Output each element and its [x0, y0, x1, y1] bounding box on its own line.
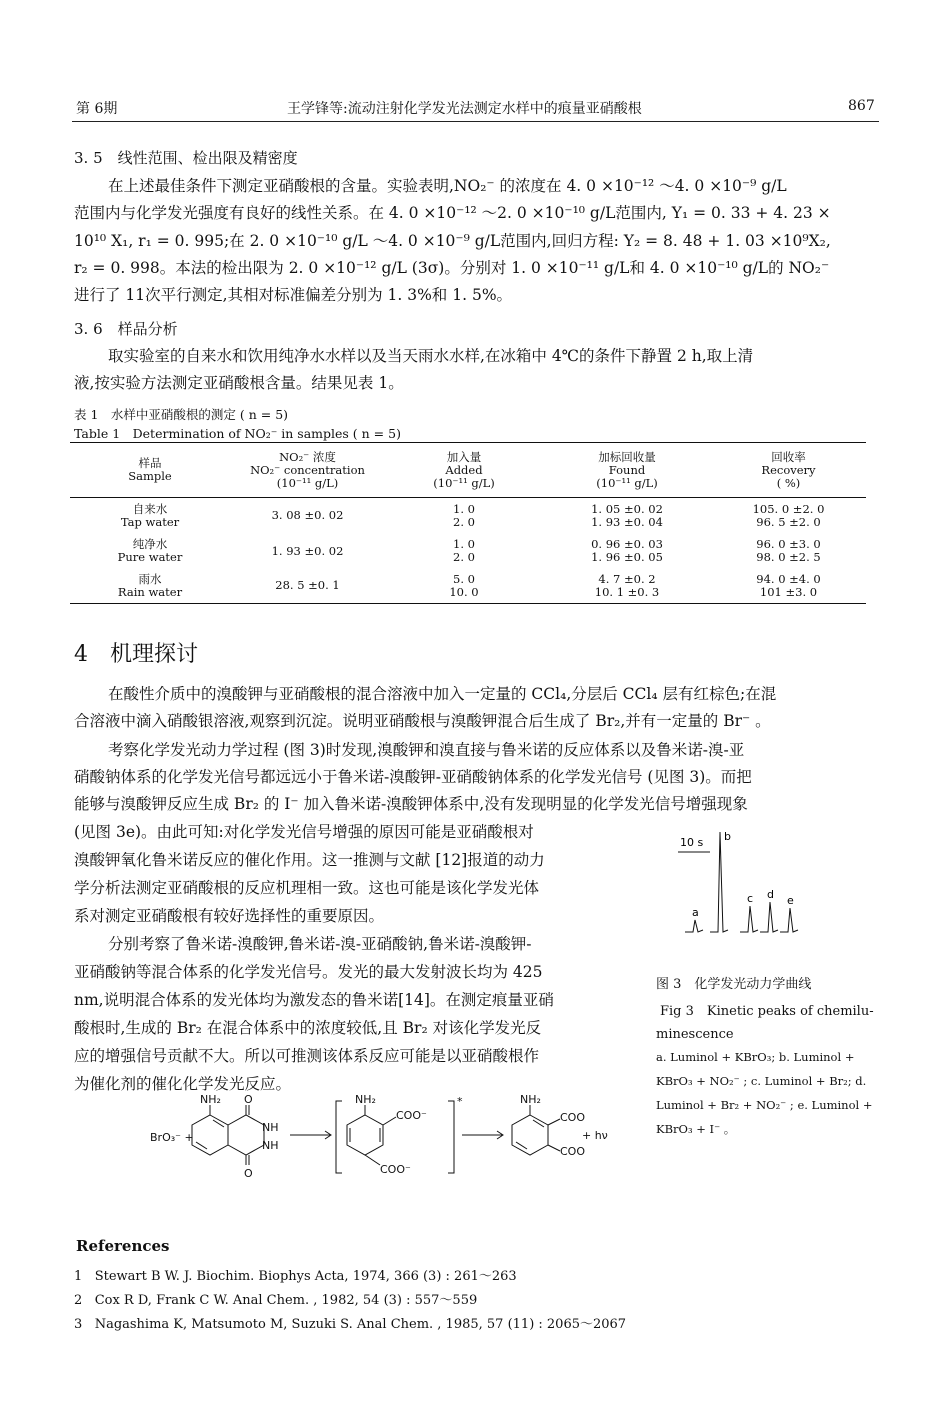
th-sample: 样品 Sample: [128, 456, 172, 483]
figure-3-caption-en-1: Fig 3 Kinetic peaks of chemilu-: [660, 1004, 874, 1019]
peak-curve-a: [685, 920, 703, 932]
peak-curve-e: [780, 908, 798, 932]
luminol-benzene-ring: [192, 1115, 228, 1155]
reaction-scheme: [150, 1093, 620, 1188]
s35-line-4: r₂ = 0. 998。本法的检出限为 2. 0 ×10⁻¹² g/L (3σ)。分别对 1. 0 ×10⁻¹¹ g/L和 4. 0 ×10⁻¹⁰ g/L的 NO₂⁻: [74, 259, 830, 277]
table-caption-en: Table 1 Determination of NO₂⁻ in samples ( n = 5): [74, 426, 401, 441]
page-number: 867: [848, 98, 875, 114]
running-title: 王学锋等:流动注射化学发光法测定水样中的痕量亚硝酸根: [287, 101, 642, 117]
s4-p3-line-3: nm,说明混合体系的发光体均为激发态的鲁米诺[14]。在测定痕量亚硝: [74, 991, 554, 1009]
s4-p1-line-1: 在酸性介质中的溴酸钾与亚硝酸根的混合溶液中加入一定量的 CCl₄,分层后 CCl₄ 层有红棕色;在混: [108, 685, 777, 703]
s4-p2-line-2: 硝酸钠体系的化学发光信号都远远小于鲁米诺-溴酸钾-亚硝酸钠体系的化学发光信号 (见图 3)。而把: [74, 768, 752, 786]
section-3-5-title: 3. 5 线性范围、检出限及精密度: [74, 149, 298, 167]
peak-curve-c: [740, 906, 758, 932]
scheme-excited-star: *: [457, 1095, 463, 1108]
figure-3-sub-2: KBrO₃ + NO₂⁻ ; c. Luminol + Br₂; d.: [656, 1074, 867, 1088]
th-concentration: NO₂⁻ 浓度 NO₂⁻ concentration (10⁻¹¹ g/L): [250, 449, 365, 490]
figure-3-sub-3: Luminol + Br₂ + NO₂⁻ ; e. Luminol +: [656, 1098, 873, 1112]
s4-p2-line-7: 系对测定亚硝酸根有较好选择性的重要原因。: [74, 907, 385, 925]
scheme-nh-1: NH: [262, 1121, 279, 1134]
timescale-label: 10 s: [680, 836, 704, 849]
scheme-o-1: O: [244, 1093, 253, 1106]
table-row: 纯净水 Pure water 1. 93 ±0. 02 1. 0 2. 0 0. 96 ±0. 03 1. 96 ±0. 05 96. 0 ±3. 0 98. 0 ±2. 5: [117, 537, 821, 564]
table-row: 雨水 Rain water 28. 5 ±0. 1 5. 0 10. 0 4. 7 ±0. 2 10. 1 ±0. 3 94. 0 ±4. 0 101 ±3. 0: [70, 569, 866, 604]
s4-p2-line-5: 溴酸钾氧化鲁米诺反应的催化作用。这一推测与文献 [12]报道的动力: [74, 851, 545, 869]
s35-line-1: 在上述最佳条件下测定亚硝酸根的含量。实验表明,NO₂⁻ 的浓度在 4. 0 ×10⁻¹² ～4. 0 ×10⁻⁹ g/L: [108, 177, 787, 195]
peak-label-e: e: [787, 894, 794, 907]
scheme-coo-2: COO: [560, 1145, 585, 1158]
section-4-title: 4 机理探讨: [74, 642, 198, 667]
peak-curve-d: [760, 902, 778, 932]
s4-p3-line-1: 分别考察了鲁米诺-溴酸钾,鲁米诺-溴-亚硝酸钠,鲁米诺-溴酸钾-: [108, 935, 532, 953]
s35-line-3: 10¹⁰ X₁, r₁ = 0. 995;在 2. 0 ×10⁻¹⁰ g/L ～4. 0 ×10⁻⁹ g/L范围内,回归方程: Y₂ = 8. 48 + 1. 03 ×10⁹X₂,: [74, 232, 831, 250]
peak-label-b: b: [724, 830, 731, 843]
s4-p2-line-6: 学分析法测定亚硝酸根的反应机理相一致。这也可能是该化学发光体: [74, 879, 540, 897]
scheme-coo-minus-1: COO⁻: [396, 1109, 427, 1122]
s36-line-1: 取实验室的自来水和饮用纯净水水样以及当天雨水水样,在冰箱中 4℃的条件下静置 2 h,取上清: [108, 347, 754, 365]
scheme-nh2-2: NH₂: [355, 1093, 376, 1106]
table-header-row: [70, 443, 866, 498]
figure-3-kinetic-peaks: [670, 820, 830, 950]
s4-p2-line-1: 考察化学发光动力学过程 (图 3)时发现,溴酸钾和溴直接与鲁米诺的反应体系以及鲁米诺-溴-亚: [108, 741, 745, 759]
s4-p3-line-6: 为催化剂的催化化学发光反应。: [74, 1075, 292, 1093]
s4-p2-line-3: 能够与溴酸钾反应生成 Br₂ 的 I⁻ 加入鲁米诺-溴酸钾体系中,没有发现明显的化学发光信号增强现象: [74, 795, 748, 813]
issue-number: 第 6期: [76, 101, 118, 117]
section-3-6-title: 3. 6 样品分析: [74, 320, 178, 338]
th-found: 加标回收量 Found (10⁻¹¹ g/L): [596, 449, 658, 490]
table-row: 自来水 Tap water 3. 08 ±0. 02 1. 0 2. 0 1. 05 ±0. 02 1. 93 ±0. 04 105. 0 ±2. 0 96. 5 ±2. 0: [120, 501, 825, 529]
reference-item: 1 Stewart B W. J. Biochim. Biophys Acta, 1974, 366 (3) : 261～263: [74, 1269, 517, 1284]
header-rule: [72, 121, 879, 122]
scheme-hv: + hν: [582, 1129, 608, 1142]
figure-3-caption-cn: 图 3 化学发光动力学曲线: [656, 977, 812, 992]
scheme-nh2-3: NH₂: [520, 1093, 541, 1106]
s35-line-5: 进行了 11次平行测定,其相对标准偏差分别为 1. 3%和 1. 5%。: [74, 286, 513, 304]
s4-p2-line-4: (见图 3e)。由此可知:对化学发光信号增强的原因可能是亚硝酸根对: [74, 823, 534, 841]
scheme-coo-minus-2: COO⁻: [380, 1163, 411, 1176]
reference-item: 2 Cox R D, Frank C W. Anal Chem. , 1982, 54 (3) : 557～559: [74, 1293, 478, 1308]
s36-line-2: 液,按实验方法测定亚硝酸根含量。结果见表 1。: [74, 374, 404, 392]
intermediate-ring: [347, 1115, 383, 1155]
s4-p3-line-2: 亚硝酸钠等混合体系的化学发光信号。发光的最大发射波长均为 425: [74, 963, 543, 981]
s4-p1-line-2: 合溶液中滴入硝酸银溶液,观察到沉淀。说明亚硝酸根与溴酸钾混合后生成了 Br₂,并有一定量的 Br⁻ 。: [74, 712, 771, 730]
figure-3-sub-4: KBrO₃ + I⁻ 。: [656, 1122, 736, 1136]
peak-label-d: d: [767, 888, 774, 901]
table-caption-cn: 表 1 水样中亚硝酸根的测定 ( n = 5): [74, 407, 289, 422]
scheme-nh-2: NH: [262, 1139, 279, 1152]
th-recovery: 回收率 Recovery ( %): [761, 449, 816, 490]
s35-line-2: 范围内与化学发光强度有良好的线性关系。在 4. 0 ×10⁻¹² ～2. 0 ×10⁻¹⁰ g/L范围内, Y₁ = 0. 33 + 4. 23 ×: [74, 204, 831, 222]
scheme-nh2-1: NH₂: [200, 1093, 221, 1106]
scheme-coo-1: COO: [560, 1111, 585, 1124]
figure-3-sub-1: a. Luminol + KBrO₃; b. Luminol +: [656, 1050, 855, 1064]
references-title: References: [76, 1237, 170, 1255]
scheme-reactant: BrO₃⁻ +: [150, 1131, 194, 1144]
s4-p3-line-4: 酸根时,生成的 Br₂ 在混合体系中的浓度较低,且 Br₂ 对该化学发光反: [74, 1019, 542, 1037]
figure-3-caption-en-2: minescence: [656, 1027, 734, 1042]
reference-item: 3 Nagashima K, Matsumoto M, Suzuki S. Anal Chem. , 1985, 57 (11) : 2065～2067: [74, 1317, 627, 1332]
peak-label-a: a: [692, 906, 699, 919]
th-added: 加入量 Added (10⁻¹¹ g/L): [433, 449, 495, 490]
scheme-o-2: O: [244, 1167, 253, 1180]
product-ring: [512, 1115, 548, 1155]
table-1: [70, 442, 866, 604]
peak-curve-b: [710, 832, 728, 932]
s4-p3-line-5: 应的增强信号贡献不大。所以可推测该体系反应可能是以亚硝酸根作: [74, 1047, 540, 1065]
peak-label-c: c: [747, 892, 754, 905]
